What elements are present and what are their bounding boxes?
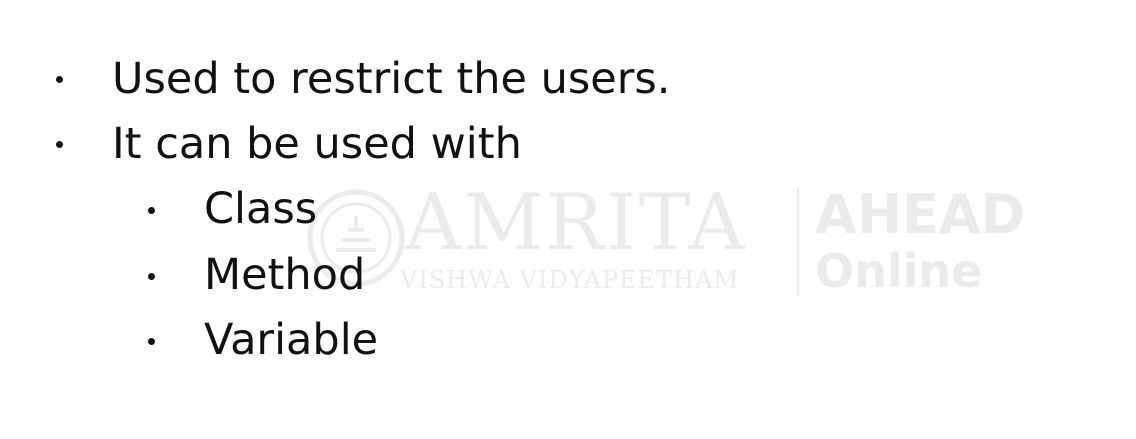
watermark-brand-bottom: Online bbox=[815, 244, 983, 298]
bullet-text: Used to restrict the users. bbox=[112, 54, 671, 104]
sub-bullet-text: Method bbox=[204, 250, 366, 300]
bullet-dot-icon bbox=[148, 338, 155, 345]
bullet-dot-icon bbox=[148, 273, 155, 280]
bullet-text: It can be used with bbox=[112, 119, 522, 169]
bullet-dot-icon bbox=[56, 76, 63, 83]
bullet-dot-icon bbox=[148, 207, 155, 214]
watermark-subtitle: VISHWA VIDYAPEETHAM bbox=[400, 266, 740, 294]
bullet-dot-icon bbox=[56, 141, 63, 148]
sub-bullet-text: Class bbox=[204, 184, 318, 234]
sub-bullet-text: Variable bbox=[204, 315, 379, 365]
watermark-brand-top: AHEAD bbox=[815, 183, 1026, 246]
watermark-name: AMRITA bbox=[405, 178, 747, 268]
watermark-divider bbox=[797, 188, 799, 296]
amrita-watermark bbox=[300, 178, 1090, 308]
